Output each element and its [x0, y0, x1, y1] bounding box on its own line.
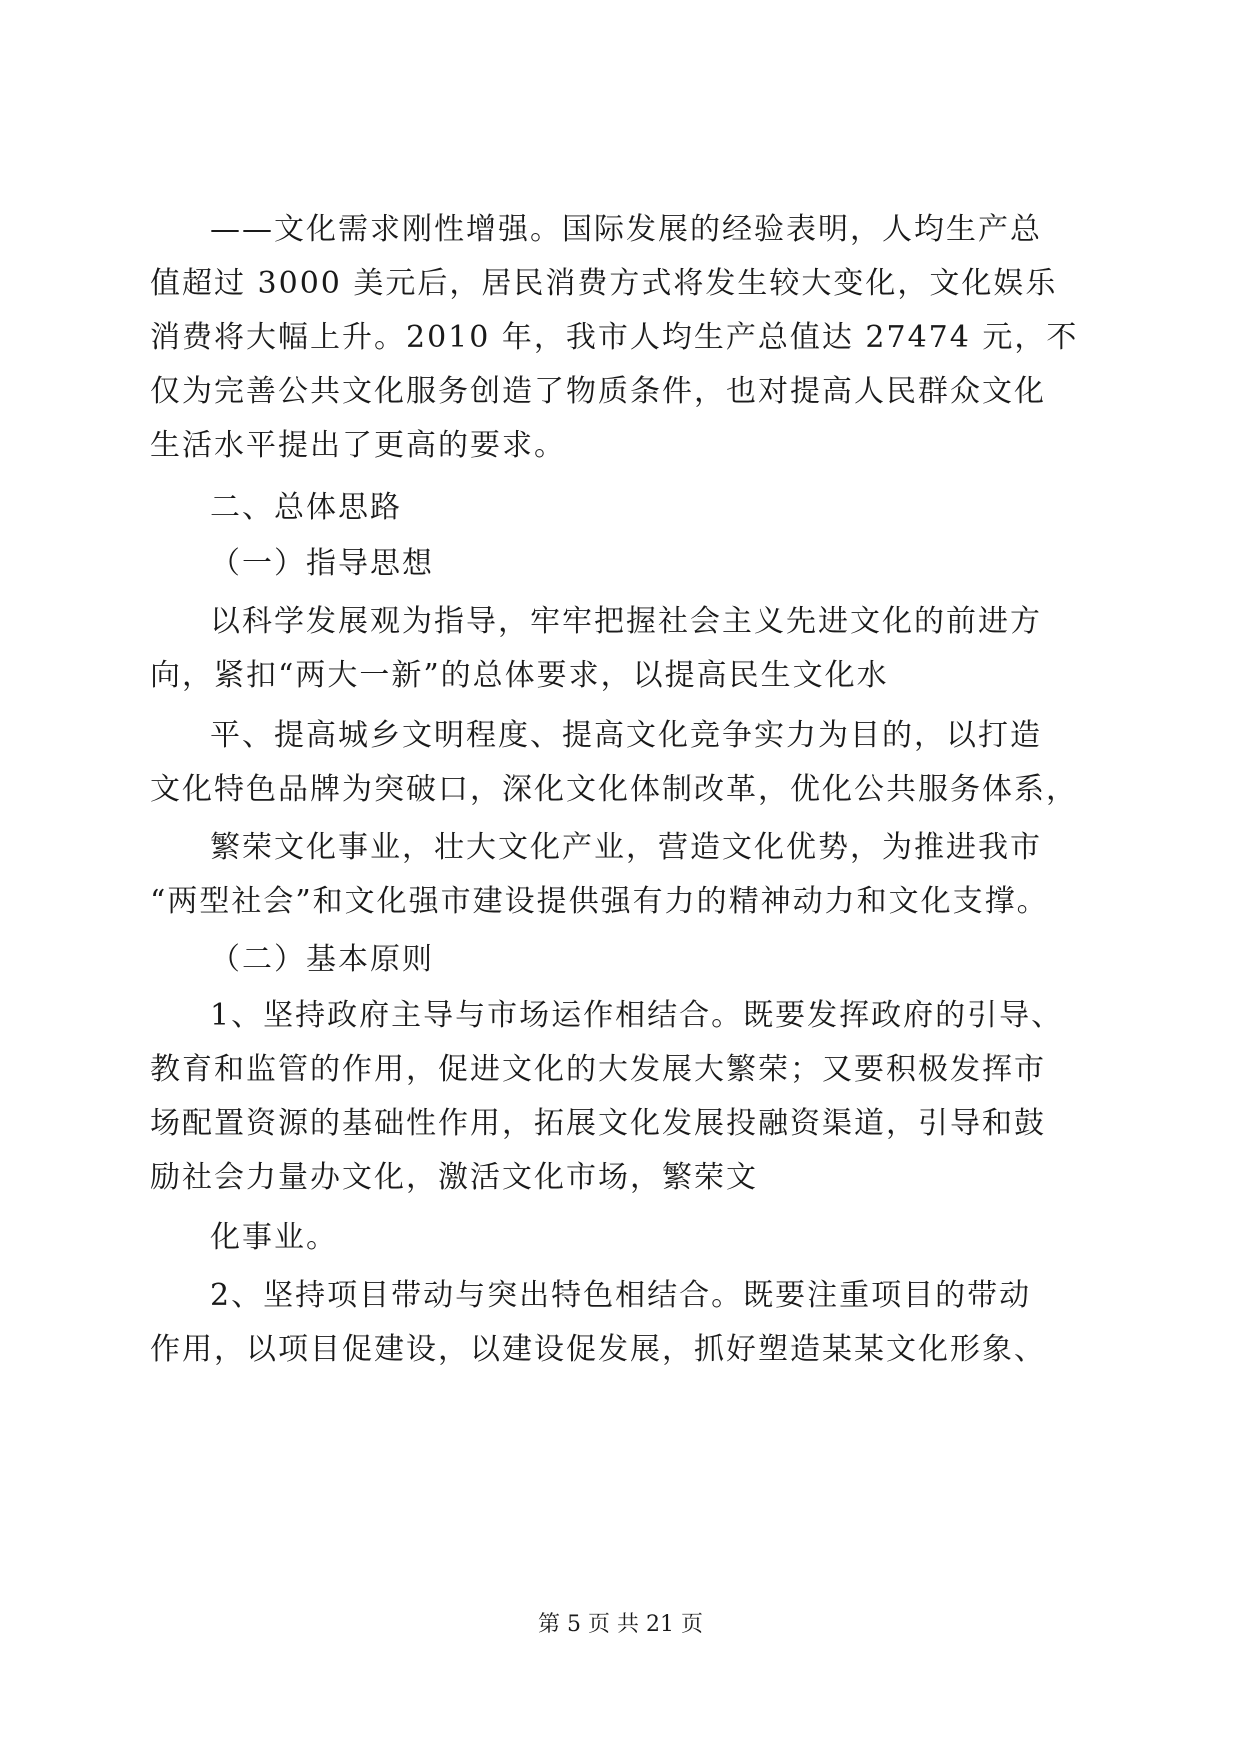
text-line: 1、坚持政府主导与市场运作相结合。既要发挥政府的引导、 — [210, 998, 1064, 1033]
subsection-heading: （一）指导思想 — [210, 546, 434, 581]
text-line: 作用，以项目促建设，以建设促发展，抓好塑造某某文化形象、 — [150, 1332, 1046, 1367]
text-line: 场配置资源的基础性作用，拓展文化发展投融资渠道，引导和鼓 — [150, 1106, 1046, 1141]
subsection-heading: （二）基本原则 — [210, 942, 434, 977]
text-line: 励社会力量办文化，激活文化市场，繁荣文 — [150, 1160, 758, 1195]
text-line: 以科学发展观为指导，牢牢把握社会主义先进文化的前进方 — [210, 604, 1042, 639]
text-line: 化事业。 — [210, 1220, 338, 1255]
text-line: 向，紧扣“两大一新”的总体要求，以提高民生文化水 — [150, 658, 889, 693]
text-line: 值超过 3000 美元后，居民消费方式将发生较大变化，文化娱乐 — [150, 266, 1058, 301]
section-heading: 二、总体思路 — [210, 490, 402, 525]
text-line: “两型社会”和文化强市建设提供强有力的精神动力和文化支撑。 — [150, 884, 1049, 919]
text-line: 教育和监管的作用，促进文化的大发展大繁荣；又要积极发挥市 — [150, 1052, 1046, 1087]
text-line: 仅为完善公共文化服务创造了物质条件，也对提高人民群众文化 — [150, 374, 1046, 409]
text-line: 文化特色品牌为突破口，深化文化体制改革，优化公共服务体系， — [150, 772, 1078, 807]
page-number-footer: 第 5 页 共 21 页 — [538, 1612, 703, 1637]
text-line: ——文化需求刚性增强。国际发展的经验表明，人均生产总 — [210, 212, 1042, 247]
text-line: 2、坚持项目带动与突出特色相结合。既要注重项目的带动 — [210, 1278, 1032, 1313]
text-line: 生活水平提出了更高的要求。 — [150, 428, 566, 463]
text-line: 消费将大幅上升。2010 年，我市人均生产总值达 27474 元，不 — [150, 320, 1079, 355]
text-line: 繁荣文化事业，壮大文化产业，营造文化优势，为推进我市 — [210, 830, 1042, 865]
text-line: 平、提高城乡文明程度、提高文化竞争实力为目的，以打造 — [210, 718, 1042, 753]
